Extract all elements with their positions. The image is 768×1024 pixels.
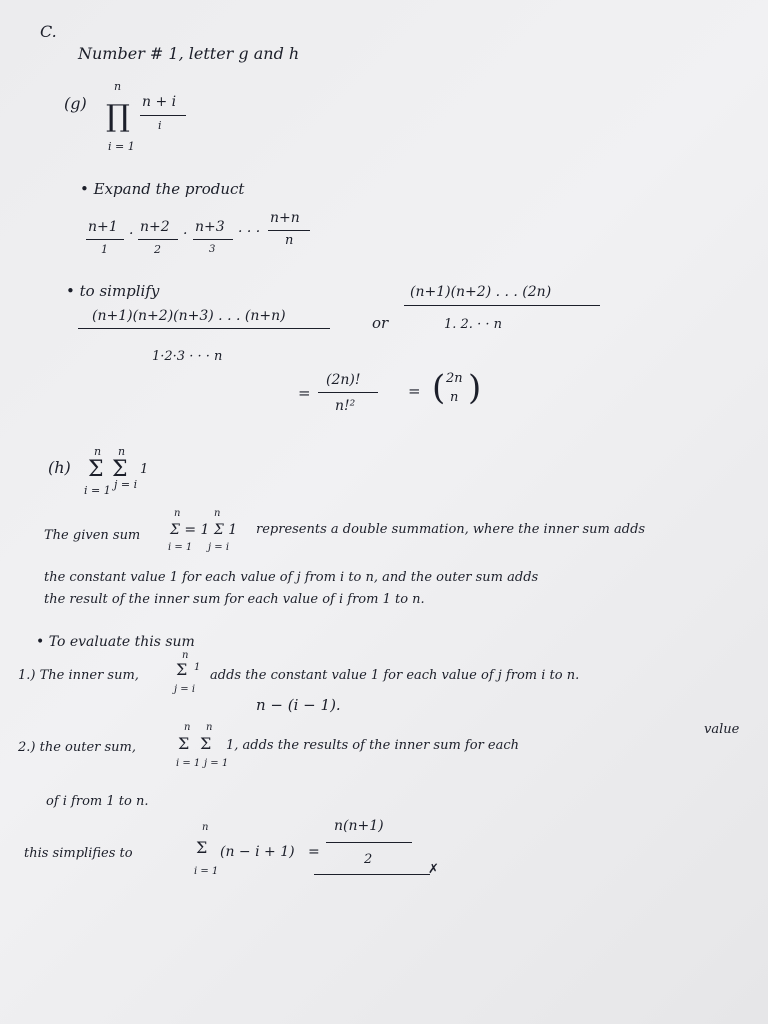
expand-dot-1: · — [129, 226, 134, 242]
inner-sum-symbol: Σ — [112, 457, 128, 482]
expand-denominator-4: n — [285, 233, 294, 248]
final-sum-body: (n − i + 1) — [220, 844, 295, 860]
factorial-denominator: n!² — [335, 398, 356, 414]
expand-numerator-2: n+2 — [140, 219, 170, 235]
desc-line-2: the constant value 1 for each value of j from i to n, and the outer sum adds — [44, 570, 539, 585]
final-prefix: this simplifies to — [24, 846, 133, 861]
outer-sum-lower: i = 1 — [84, 484, 111, 497]
step1-text: adds the constant value 1 for each value of j from i to n. — [210, 668, 580, 683]
product-symbol: ∏ — [106, 99, 130, 134]
simplify-numerator: (n+1)(n+2)(n+3) . . . (n+n) — [92, 308, 286, 324]
step2-outer-sum-symbol: Σ — [178, 734, 190, 753]
step1-result: n − (i − 1). — [256, 696, 341, 714]
expand-dot-2: · — [183, 226, 188, 242]
product-lower-limit: i = 1 — [108, 140, 135, 153]
binomial-open-paren: ( — [432, 368, 446, 408]
product-term-bar — [140, 115, 186, 116]
step2-lower-1: i = 1 — [176, 758, 201, 769]
step2-upper-1: n — [184, 722, 191, 733]
step1-sum-upper: n — [182, 650, 189, 661]
evaluate-label: • To evaluate this sum — [36, 634, 195, 650]
simplify-denominator: 1·2·3 · · · n — [152, 349, 223, 364]
final-sum-upper: n — [202, 822, 209, 833]
step2-lower-2: j = 1 — [204, 758, 229, 769]
desc-inline-sum: Σ = 1 Σ 1 — [170, 522, 238, 538]
step2-inner-sum-symbol: Σ — [200, 734, 212, 753]
desc-intro: The given sum — [44, 528, 141, 543]
simplify-bar — [78, 328, 330, 329]
alt-denominator: 1. 2. · · n — [444, 317, 502, 332]
alt-bar — [404, 305, 600, 306]
product-upper-limit: n — [114, 80, 122, 93]
step-expand-label: • Expand the product — [80, 180, 245, 198]
alt-numerator: (n+1)(n+2) . . . (2n) — [410, 284, 552, 300]
final-denominator: 2 — [364, 852, 373, 867]
expand-bar-3 — [193, 239, 233, 240]
expand-denominator-3: 3 — [209, 244, 216, 255]
factorial-bar — [318, 392, 378, 393]
desc-inline-lower-1: i = 1 — [168, 542, 193, 553]
final-equals: = — [308, 844, 320, 860]
product-term-denominator: i — [158, 119, 162, 132]
final-sum-lower: i = 1 — [194, 866, 219, 877]
equals-sign-2: = — [408, 382, 421, 400]
final-mark-icon: ✗ — [428, 862, 439, 877]
section-letter: C. — [40, 22, 57, 41]
outer-sum-symbol: Σ — [88, 457, 104, 482]
step2-line-2: of i from 1 to n. — [46, 794, 149, 809]
inner-sum-lower: j = i — [114, 478, 138, 491]
expand-numerator-3: n+3 — [195, 219, 225, 235]
page-title: Number # 1, letter g and h — [78, 44, 300, 63]
step2-upper-2: n — [206, 722, 213, 733]
equals-sign-1: = — [298, 384, 311, 402]
expand-denominator-1: 1 — [101, 243, 108, 256]
expand-numerator-4: n+n — [270, 210, 300, 226]
expand-bar-4 — [268, 230, 310, 231]
product-term-numerator: n + i — [142, 94, 177, 110]
desc-inline-upper-1: n — [174, 508, 181, 519]
step1-summand: 1 — [194, 662, 201, 673]
step1-prefix: 1.) The inner sum, — [18, 668, 139, 683]
expand-bar-1 — [86, 239, 124, 240]
desc-line-3: the result of the inner sum for each value of i from 1 to n. — [44, 592, 425, 607]
final-underline — [314, 874, 430, 875]
desc-line-1: represents a double summation, where the inner sum adds — [256, 522, 646, 537]
desc-inline-lower-2: j = i — [208, 542, 230, 553]
step1-sum-symbol: Σ — [176, 660, 188, 679]
expand-ellipsis: · · · — [238, 224, 261, 240]
final-fraction-bar — [326, 842, 412, 843]
expand-denominator-2: 2 — [154, 243, 161, 256]
factorial-numerator: (2n)! — [326, 372, 361, 388]
binomial-top: 2n — [446, 371, 463, 386]
step1-sum-lower: j = i — [174, 684, 196, 695]
step2-text: 1, adds the results of the inner sum for each — [226, 738, 520, 753]
binomial-close-paren: ) — [468, 368, 482, 408]
part-h-label: (h) — [48, 458, 71, 477]
or-word: or — [372, 314, 389, 332]
step-simplify-label: • to simplify — [66, 282, 160, 300]
part-g-label: (g) — [64, 94, 87, 113]
final-sum-symbol: Σ — [196, 838, 208, 857]
summand-one: 1 — [140, 462, 149, 477]
desc-inline-upper-2: n — [214, 508, 221, 519]
outer-sum-upper: n — [94, 445, 102, 458]
inner-sum-upper: n — [118, 445, 126, 458]
step2-prefix: 2.) the outer sum, — [18, 740, 136, 755]
final-numerator: n(n+1) — [334, 818, 384, 834]
expand-bar-2 — [138, 239, 178, 240]
expand-numerator-1: n+1 — [88, 219, 118, 235]
step2-value-word: value — [704, 722, 740, 737]
binomial-bottom: n — [450, 390, 459, 405]
